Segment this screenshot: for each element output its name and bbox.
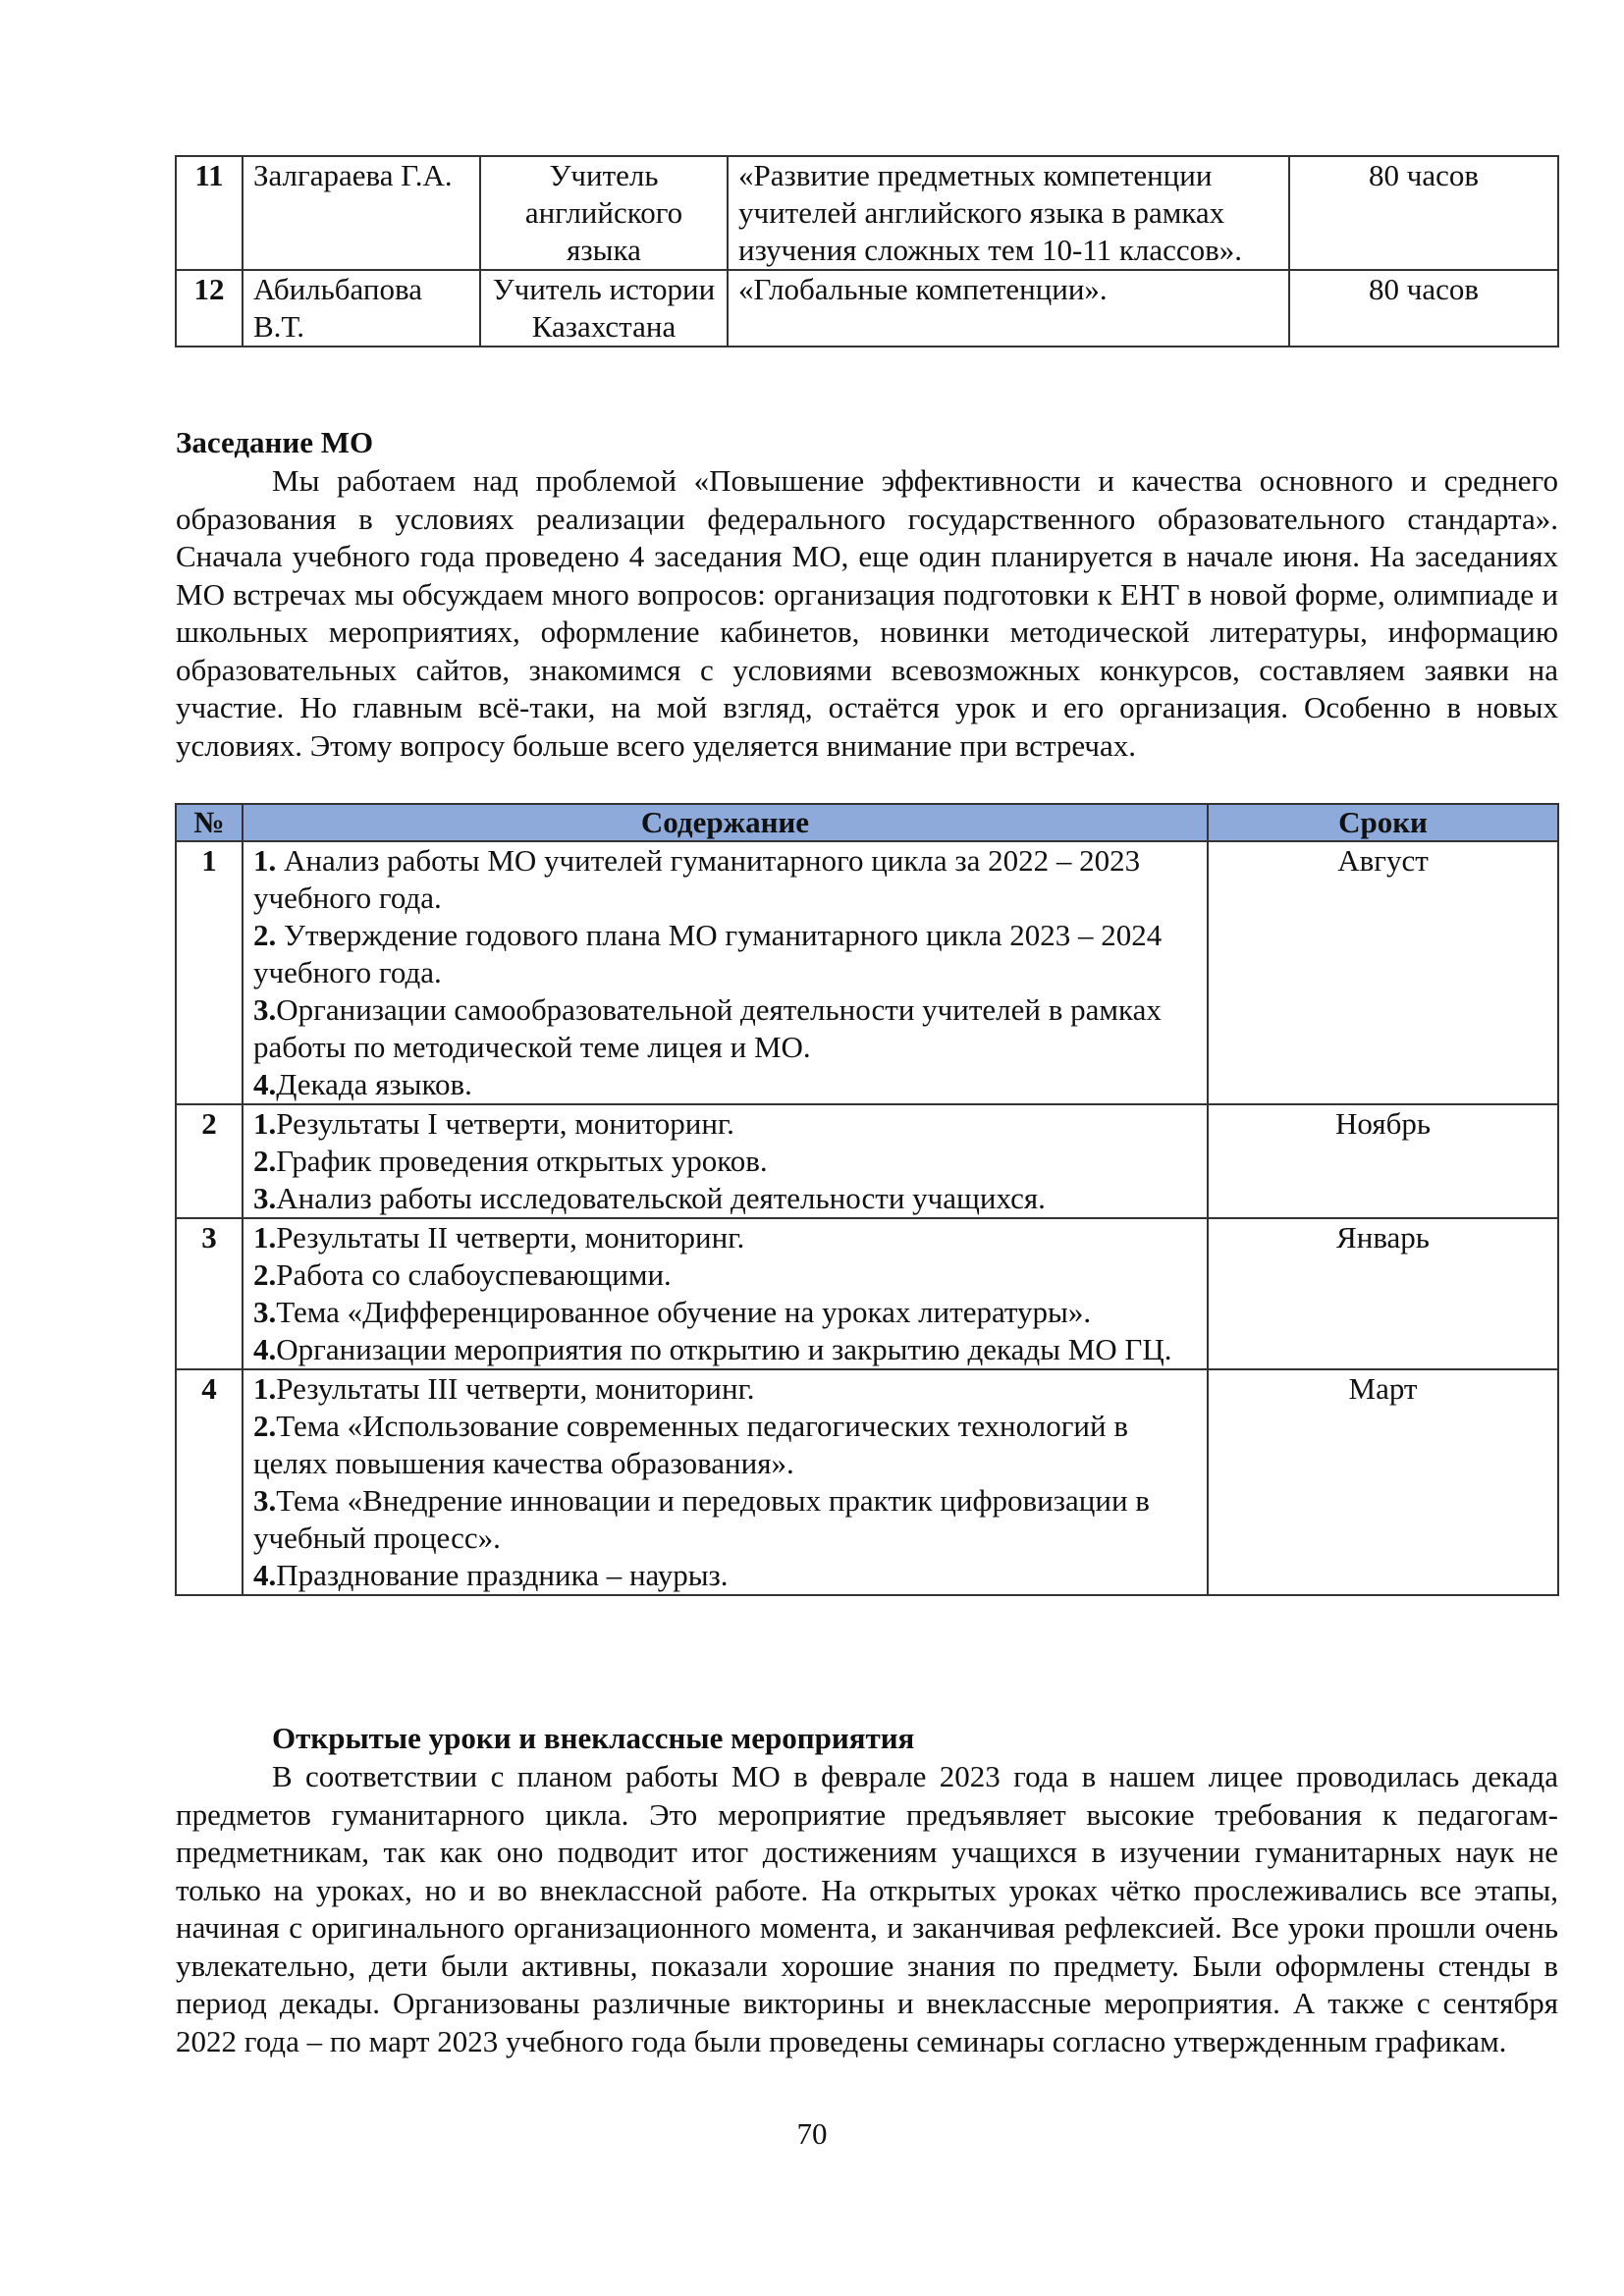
row-number: 3 <box>176 1218 243 1369</box>
row-number: 11 <box>176 156 243 270</box>
row-number: 2 <box>176 1104 243 1218</box>
meetings-plan-table <box>175 803 1559 1596</box>
column-header-content: Содержание <box>243 804 1208 841</box>
column-header-number: № <box>176 804 243 841</box>
agenda-item: 2.Тема «Использование современных педагогических технологий в целях повышения качества образования». <box>253 1409 1128 1480</box>
table-row <box>176 1369 1558 1595</box>
teacher-name: Залгараева Г.А. <box>243 156 480 270</box>
agenda-item: 4.Организации мероприятия по открытию и закрытию декады МО ГЦ. <box>253 1332 1172 1366</box>
agenda-item: 1.Результаты III четверти, мониторинг. <box>253 1371 755 1406</box>
table-row <box>176 841 1558 1104</box>
agenda-item: 1.Результаты I четверти, мониторинг. <box>253 1106 734 1141</box>
meeting-content <box>243 1104 1208 1218</box>
agenda-item: 3.Тема «Внедрение инновации и передовых практик цифровизации в учебный процесс». <box>253 1483 1150 1555</box>
table-row <box>176 270 1558 347</box>
row-number: 12 <box>176 270 243 347</box>
section-paragraph-open-lessons: В соответствии с планом работы МО в феврале 2023 года в нашем лицее проводилась декада предметов гуманитарного цикла. Это мероприятие предъявляет высокие требования к педагогам-предметникам, так как оно подводит итог достижениям учащихся в изучении гуманитарных наук не только на уроках, но и во внеклассной работе. На открытых уроках чётко прослеживались все этапы, начиная с оригинального организационного момента, и заканчивая рефлексией. Все уроки прошли очень увлекательно, дети были активны, показали хорошие знания по предмету. Были оформлены стенды в период декады. Организованы различные викторины и внеклассные мероприятия. А также с сентября 2022 года – по март 2023 учебного года были проведены семинары согласно утвержденным графикам. <box>176 1759 1558 2058</box>
teacher-position: Учитель истории Казахстана <box>480 270 728 347</box>
teacher-name: Абильбапова В.Т. <box>243 270 480 347</box>
meeting-term: Август <box>1208 841 1558 1104</box>
meeting-content <box>243 841 1208 1104</box>
meeting-content <box>243 1369 1208 1595</box>
agenda-item: 4.Декада языков. <box>253 1067 472 1101</box>
agenda-item: 3.Тема «Дифференцированное обучение на уроках литературы». <box>253 1295 1092 1329</box>
agenda-item: 3.Организации самообразовательной деятельности учителей в рамках работы по методической теме лицея и МО. <box>253 992 1162 1064</box>
staff-courses-table <box>175 155 1559 347</box>
agenda-item: 1. Анализ работы МО учителей гуманитарного цикла за 2022 – 2023 учебного года. <box>253 843 1141 915</box>
agenda-item: 4.Празднование праздника – наурыз. <box>253 1558 729 1592</box>
agenda-item: 2.График проведения открытых уроков. <box>253 1144 768 1178</box>
row-number: 1 <box>176 841 243 1104</box>
agenda-item: 3.Анализ работы исследовательской деятельности учащихся. <box>253 1181 1046 1215</box>
teacher-position: Учитель английского языка <box>480 156 728 270</box>
table-row <box>176 1104 1558 1218</box>
course-title: «Глобальные компетенции». <box>728 270 1289 347</box>
meeting-content <box>243 1218 1208 1369</box>
table-row <box>176 156 1558 270</box>
row-number: 4 <box>176 1369 243 1595</box>
meeting-term: Январь <box>1208 1218 1558 1369</box>
column-header-term: Сроки <box>1208 804 1558 841</box>
course-hours: 80 часов <box>1289 156 1558 270</box>
section-paragraph-mo-meeting: Мы работаем над проблемой «Повышение эффективности и качества основного и среднего образования в условиях реализации федерального государственного образовательного стандарта». Сначала учебного года проведено 4 заседания МО, еще один планируется в начале июня. На заседаниях МО встречах мы обсуждаем много вопросов: организация подготовки к ЕНТ в новой форме, олимпиаде и школьных мероприятиях, оформление кабинетов, новинки методической литературы, информацию образовательных сайтов, знакомимся с условиями всевозможных конкурсов, составляем заявки на участие. Но главным всё-таки, на мой взгляд, остаётся урок и его организация. Особенно в новых условиях. Этому вопросу больше всего уделяется внимание при встречах. <box>176 463 1558 763</box>
table-header-row <box>176 804 1558 841</box>
meeting-term: Ноябрь <box>1208 1104 1558 1218</box>
page-number: 70 <box>796 2116 828 2151</box>
section-heading-mo-meeting: Заседание МО <box>176 425 374 459</box>
agenda-item: 1.Результаты II четверти, мониторинг. <box>253 1220 745 1255</box>
agenda-item: 2. Утверждение годового плана МО гуманитарного цикла 2023 – 2024 учебного года. <box>253 918 1163 989</box>
course-title: «Развитие предметных компетенции учителей английского языка в рамках изучения сложных тем 10-11 классов». <box>728 156 1289 270</box>
meeting-term: Март <box>1208 1369 1558 1595</box>
agenda-item: 2.Работа со слабоуспевающими. <box>253 1257 672 1292</box>
table-row <box>176 1218 1558 1369</box>
course-hours: 80 часов <box>1289 270 1558 347</box>
section-heading-open-lessons: Открытые уроки и внеклассные мероприятия <box>272 1721 915 1755</box>
